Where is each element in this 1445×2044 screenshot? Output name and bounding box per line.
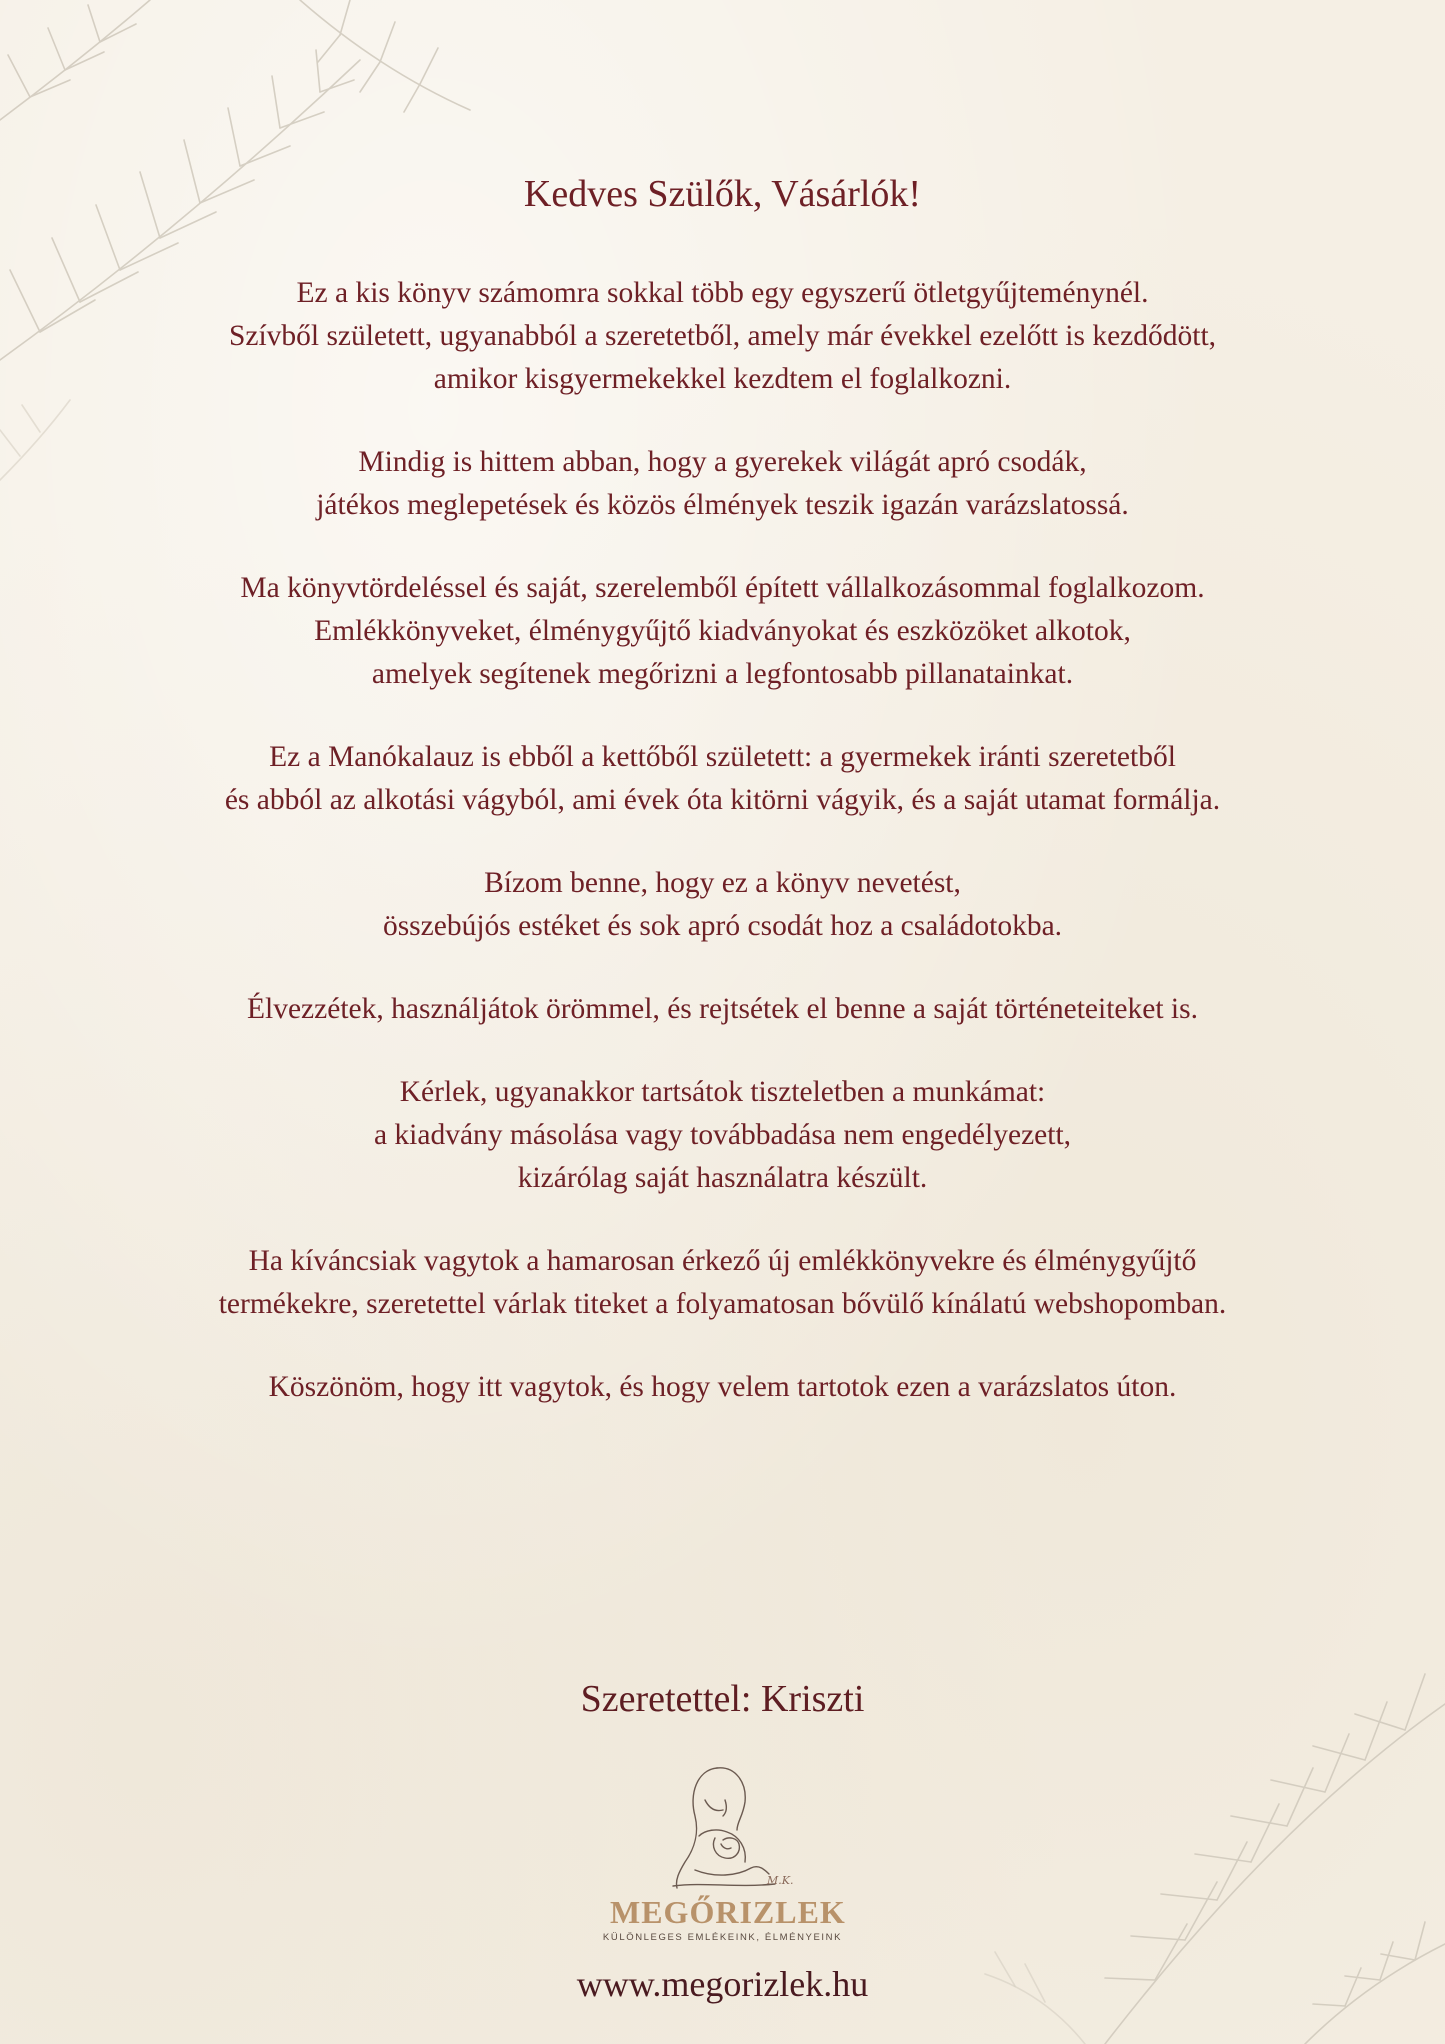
- paragraph: [60, 272, 1385, 401]
- brand-logo: [602, 1760, 846, 1950]
- text-line: Élvezzétek, használjátok örömmel, és rejtsétek el benne a saját történeteiteket is.: [247, 993, 1198, 1025]
- text-line: Szívből született, ugyanabból a szeretetből, amely már évekkel ezelőtt is kezdődött,: [228, 320, 1217, 352]
- text-line: amikor kisgyermekekkel kezdtem el foglalkozni.: [433, 363, 1012, 395]
- text-line: összebújós estéket és sok apró csodát hoz a családotokba.: [382, 910, 1063, 942]
- letter-body: [60, 272, 1385, 1449]
- paragraph: [60, 736, 1385, 822]
- text-line: Kérlek, ugyanakkor tartsátok tiszteletben a munkámat:: [399, 1076, 1046, 1108]
- paragraph: [60, 567, 1385, 696]
- mother-child-line-art-icon: [655, 1760, 795, 1892]
- paragraph: [60, 441, 1385, 527]
- text-line: kizárólag saját használatra készült.: [517, 1162, 928, 1194]
- text-line: Köszönöm, hogy itt vagytok, és hogy velem tartotok ezen a varázslatos úton.: [268, 1371, 1177, 1403]
- text-line: Ha kíváncsiak vagytok a hamarosan érkező új emlékkönyvekre és élménygyűjtő: [248, 1245, 1197, 1277]
- text-line: Bízom benne, hogy ez a könyv nevetést,: [484, 867, 961, 899]
- text-line: amelyek segítenek megőrizni a legfontosabb pillanatainkat.: [371, 658, 1074, 690]
- text-line: Ez a kis könyv számomra sokkal több egy egyszerű ötletgyűjteménynél.: [296, 277, 1149, 309]
- brand-tagline: KÜLÖNLEGES EMLÉKEINK, ÉLMÉNYEINK: [602, 1932, 843, 1943]
- brand-name: MEGŐRIZLEK: [610, 1894, 846, 1930]
- text-line: Ez a Manókalauz is ebből a kettőből született: a gyermekek iránti szeretetből: [269, 741, 1176, 773]
- website-url: www.megorizlek.hu: [576, 1964, 869, 2004]
- text-line: Ma könyvtördeléssel és saját, szerelemből épített vállalkozásommal foglalkozom.: [240, 572, 1205, 604]
- paragraph: [60, 988, 1385, 1031]
- text-line: termékekre, szeretettel várlak titeket a folyamatosan bővülő kínálatú webshopomban.: [218, 1288, 1227, 1320]
- text-line: és abból az alkotási vágyból, ami évek óta kitörni vágyik, és a saját utamat formálja.: [224, 784, 1221, 816]
- paragraph: [60, 862, 1385, 948]
- greeting-heading: Kedves Szülők, Vásárlók!: [523, 173, 922, 215]
- text-line: Emlékkönyveket, élménygyűjtő kiadványokat és eszközöket alkotok,: [314, 615, 1131, 647]
- paragraph: [60, 1366, 1385, 1409]
- text-line: Mindig is hittem abban, hogy a gyerekek világát apró csodák,: [358, 446, 1087, 478]
- text-line: a kiadvány másolása vagy továbbadása nem engedélyezett,: [373, 1119, 1072, 1151]
- signature-mark: M.K.: [767, 1874, 794, 1887]
- paragraph: [60, 1071, 1385, 1200]
- paragraph: [60, 1240, 1385, 1326]
- signoff: Szeretettel: Kriszti: [580, 1678, 865, 1720]
- text-line: játékos meglepetések és közös élmények teszik igazán varázslatossá.: [316, 489, 1129, 521]
